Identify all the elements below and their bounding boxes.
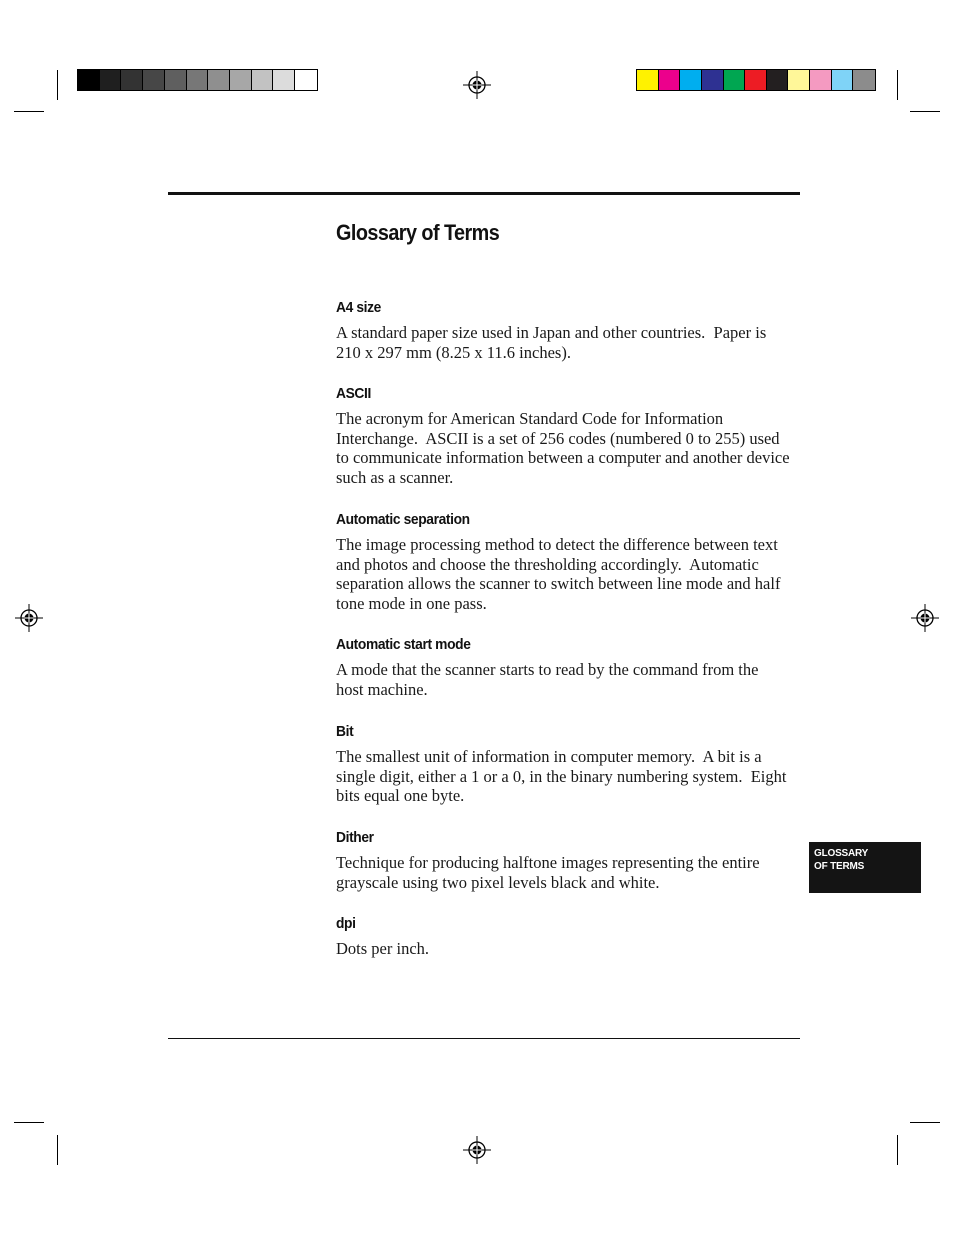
registration-mark-icon [463,71,491,99]
definition-line: 210 x 297 mm (8.25 x 11.6 inches). [336,342,571,362]
glossary-entry [336,510,806,613]
crop-mark [14,111,44,112]
color-swatch [165,70,187,90]
glossary-term: ASCII [336,385,371,402]
glossary-definition [336,535,806,613]
header-rule [168,192,800,195]
definition-line: bits equal one byte. [336,786,465,806]
glossary-definition [336,939,806,959]
glossary-term: Automatic start mode [336,636,471,653]
color-swatch [230,70,252,90]
definition-line: single digit, either a 1 or a 0, in the binary numbering system. Eight [336,766,787,786]
color-swatch [187,70,209,90]
color-swatch [745,70,767,90]
definition-line: The image processing method to detect the difference between text [336,535,778,554]
page-title: Glossary of Terms [336,220,500,245]
crop-mark [897,1135,898,1165]
color-swatch [121,70,143,90]
definition-line: Technique for producing halftone images representing the entire [336,853,760,872]
crop-mark [57,1135,58,1165]
crop-mark [910,1122,940,1123]
color-swatch [295,70,317,90]
section-tab [809,842,921,893]
glossary-term: Automatic separation [336,511,470,528]
definition-line: A standard paper size used in Japan and other countries. Paper is [336,323,767,342]
crop-mark [910,111,940,112]
color-swatch [832,70,854,90]
glossary-entry [336,914,806,959]
crop-mark [57,70,58,100]
footer-rule [168,1038,800,1039]
color-swatch [143,70,165,90]
glossary-entry [336,298,806,362]
glossary-term: A4 size [336,299,381,316]
glossary-term: Dither [336,829,374,846]
glossary-term: Bit [336,723,354,740]
registration-mark-icon [911,604,939,632]
glossary-definition [336,853,806,892]
definition-line: to communicate information between a computer and another device [336,448,790,468]
color-swatch [208,70,230,90]
definition-line: grayscale using two pixel levels black and white. [336,872,660,892]
glossary-entry [336,635,806,699]
color-swatch [702,70,724,90]
definition-line: A mode that the scanner starts to read by the command from the [336,660,759,679]
color-swatch [78,70,100,90]
definition-line: separation allows the scanner to switch between line mode and half [336,574,781,594]
definition-line: Dots per inch. [336,939,430,958]
glossary-entry [336,722,806,806]
grayscale-calibration-bar [77,69,318,91]
definition-line: The smallest unit of information in computer memory. A bit is a [336,747,762,766]
definition-line: Interchange. ASCII is a set of 256 codes (numbered 0 to 255) used [336,428,780,448]
glossary-definition [336,747,806,806]
registration-mark-icon [15,604,43,632]
color-swatch [680,70,702,90]
registration-mark-icon [463,1136,491,1164]
color-swatch [853,70,875,90]
color-swatch [273,70,295,90]
glossary-definition [336,660,806,699]
glossary-definition [336,409,806,487]
definition-line: host machine. [336,679,428,699]
color-swatch [637,70,659,90]
color-swatch [724,70,746,90]
color-calibration-bar [636,69,876,91]
color-swatch [810,70,832,90]
color-swatch [659,70,681,90]
definition-line: The acronym for American Standard Code for Information [336,409,724,428]
color-swatch [100,70,122,90]
definition-line: such as a scanner. [336,467,454,487]
color-swatch [788,70,810,90]
glossary-definition [336,323,806,362]
color-swatch [252,70,274,90]
definition-line: tone mode in one pass. [336,593,487,613]
glossary-entry [336,828,806,892]
glossary-term: dpi [336,915,356,932]
color-swatch [767,70,789,90]
section-tab-label: GLOSSARY OF TERMS [814,848,868,872]
crop-mark [14,1122,44,1123]
crop-mark [897,70,898,100]
definition-line: and photos and choose the thresholding accordingly. Automatic [336,554,759,574]
glossary-entry [336,384,806,487]
